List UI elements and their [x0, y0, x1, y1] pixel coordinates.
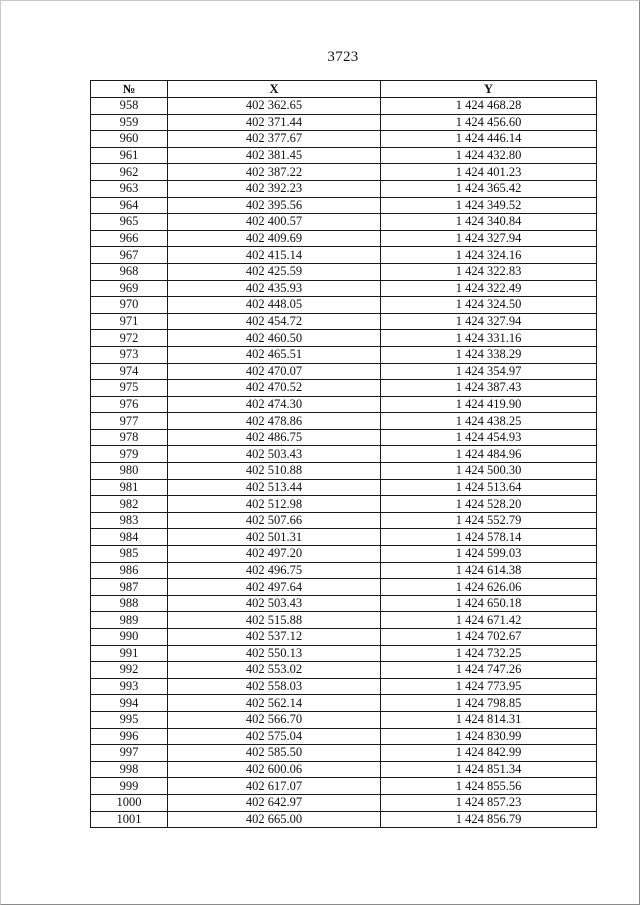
table-row [91, 479, 597, 496]
x-coordinate-cell: 402 575.04 [168, 728, 381, 745]
table-row [91, 463, 597, 480]
x-coordinate-cell: 402 566.70 [168, 711, 381, 728]
x-coordinate-cell: 402 454.72 [168, 313, 381, 330]
coordinates-table [90, 80, 597, 828]
table-row [91, 695, 597, 712]
point-number-cell: 968 [91, 263, 168, 280]
point-number-cell: 999 [91, 778, 168, 795]
point-number-cell: 998 [91, 761, 168, 778]
y-coordinate-cell: 1 424 671.42 [381, 612, 597, 629]
x-coordinate-cell: 402 470.07 [168, 363, 381, 380]
x-coordinate-cell: 402 486.75 [168, 429, 381, 446]
y-coordinate-cell: 1 424 732.25 [381, 645, 597, 662]
y-coordinate-cell: 1 424 327.94 [381, 230, 597, 247]
x-coordinate-cell: 402 600.06 [168, 761, 381, 778]
x-coordinate-cell: 402 497.20 [168, 546, 381, 563]
table-row [91, 645, 597, 662]
table-body [91, 98, 597, 828]
y-coordinate-cell: 1 424 484.96 [381, 446, 597, 463]
y-coordinate-cell: 1 424 855.56 [381, 778, 597, 795]
table-row [91, 98, 597, 115]
y-coordinate-cell: 1 424 468.28 [381, 98, 597, 115]
point-number-cell: 964 [91, 197, 168, 214]
point-number-cell: 972 [91, 330, 168, 347]
x-coordinate-cell: 402 470.52 [168, 380, 381, 397]
table-row [91, 263, 597, 280]
x-coordinate-cell: 402 381.45 [168, 147, 381, 164]
x-coordinate-cell: 402 371.44 [168, 114, 381, 131]
x-coordinate-cell: 402 503.43 [168, 595, 381, 612]
table-row [91, 612, 597, 629]
table-row [91, 147, 597, 164]
page-number: 3723 [327, 49, 359, 65]
table-row [91, 380, 597, 397]
x-coordinate-cell: 402 400.57 [168, 214, 381, 231]
header-number: № [91, 81, 168, 98]
y-coordinate-cell: 1 424 322.83 [381, 263, 597, 280]
point-number-cell: 984 [91, 529, 168, 546]
y-coordinate-cell: 1 424 340.84 [381, 214, 597, 231]
point-number-cell: 971 [91, 313, 168, 330]
table-row [91, 678, 597, 695]
y-coordinate-cell: 1 424 851.34 [381, 761, 597, 778]
y-coordinate-cell: 1 424 626.06 [381, 579, 597, 596]
point-number-cell: 974 [91, 363, 168, 380]
table-row [91, 711, 597, 728]
table-row [91, 778, 597, 795]
x-coordinate-cell: 402 558.03 [168, 678, 381, 695]
point-number-cell: 975 [91, 380, 168, 397]
x-coordinate-cell: 402 537.12 [168, 629, 381, 646]
point-number-cell: 987 [91, 579, 168, 596]
table-row [91, 230, 597, 247]
x-coordinate-cell: 402 474.30 [168, 396, 381, 413]
table-row [91, 811, 597, 828]
y-coordinate-cell: 1 424 773.95 [381, 678, 597, 695]
y-coordinate-cell: 1 424 702.67 [381, 629, 597, 646]
table-row [91, 446, 597, 463]
table-row [91, 512, 597, 529]
point-number-cell: 963 [91, 180, 168, 197]
table-row [91, 346, 597, 363]
point-number-cell: 976 [91, 396, 168, 413]
x-coordinate-cell: 402 585.50 [168, 745, 381, 762]
point-number-cell: 981 [91, 479, 168, 496]
y-coordinate-cell: 1 424 401.23 [381, 164, 597, 181]
y-coordinate-cell: 1 424 747.26 [381, 662, 597, 679]
table-row [91, 396, 597, 413]
y-coordinate-cell: 1 424 365.42 [381, 180, 597, 197]
y-coordinate-cell: 1 424 528.20 [381, 496, 597, 513]
table-row [91, 496, 597, 513]
point-number-cell: 969 [91, 280, 168, 297]
table-row [91, 214, 597, 231]
table-row [91, 313, 597, 330]
table-row [91, 546, 597, 563]
y-coordinate-cell: 1 424 578.14 [381, 529, 597, 546]
point-number-cell: 1000 [91, 794, 168, 811]
point-number-cell: 959 [91, 114, 168, 131]
table-row [91, 579, 597, 596]
x-coordinate-cell: 402 497.64 [168, 579, 381, 596]
table-row [91, 662, 597, 679]
table-row [91, 114, 597, 131]
x-coordinate-cell: 402 515.88 [168, 612, 381, 629]
x-coordinate-cell: 402 377.67 [168, 131, 381, 148]
y-coordinate-cell: 1 424 349.52 [381, 197, 597, 214]
x-coordinate-cell: 402 448.05 [168, 297, 381, 314]
point-number-cell: 991 [91, 645, 168, 662]
x-coordinate-cell: 402 387.22 [168, 164, 381, 181]
x-coordinate-cell: 402 507.66 [168, 512, 381, 529]
y-coordinate-cell: 1 424 446.14 [381, 131, 597, 148]
point-number-cell: 977 [91, 413, 168, 430]
x-coordinate-cell: 402 496.75 [168, 562, 381, 579]
x-coordinate-cell: 402 512.98 [168, 496, 381, 513]
table-row [91, 728, 597, 745]
point-number-cell: 978 [91, 429, 168, 446]
point-number-cell: 958 [91, 98, 168, 115]
y-coordinate-cell: 1 424 438.25 [381, 413, 597, 430]
table-row [91, 280, 597, 297]
x-coordinate-cell: 402 501.31 [168, 529, 381, 546]
table-row [91, 164, 597, 181]
y-coordinate-cell: 1 424 387.43 [381, 380, 597, 397]
x-coordinate-cell: 402 460.50 [168, 330, 381, 347]
y-coordinate-cell: 1 424 599.03 [381, 546, 597, 563]
y-coordinate-cell: 1 424 419.90 [381, 396, 597, 413]
point-number-cell: 966 [91, 230, 168, 247]
point-number-cell: 990 [91, 629, 168, 646]
point-number-cell: 985 [91, 546, 168, 563]
y-coordinate-cell: 1 424 322.49 [381, 280, 597, 297]
x-coordinate-cell: 402 478.86 [168, 413, 381, 430]
table-row [91, 413, 597, 430]
table-row [91, 529, 597, 546]
y-coordinate-cell: 1 424 324.50 [381, 297, 597, 314]
table-row [91, 297, 597, 314]
point-number-cell: 995 [91, 711, 168, 728]
y-coordinate-cell: 1 424 814.31 [381, 711, 597, 728]
point-number-cell: 983 [91, 512, 168, 529]
point-number-cell: 986 [91, 562, 168, 579]
point-number-cell: 988 [91, 595, 168, 612]
y-coordinate-cell: 1 424 552.79 [381, 512, 597, 529]
point-number-cell: 996 [91, 728, 168, 745]
table-row [91, 562, 597, 579]
y-coordinate-cell: 1 424 614.38 [381, 562, 597, 579]
table-row [91, 330, 597, 347]
table-row [91, 745, 597, 762]
point-number-cell: 994 [91, 695, 168, 712]
x-coordinate-cell: 402 562.14 [168, 695, 381, 712]
table-row [91, 363, 597, 380]
x-coordinate-cell: 402 415.14 [168, 247, 381, 264]
y-coordinate-cell: 1 424 798.85 [381, 695, 597, 712]
y-coordinate-cell: 1 424 842.99 [381, 745, 597, 762]
x-coordinate-cell: 402 617.07 [168, 778, 381, 795]
point-number-cell: 993 [91, 678, 168, 695]
point-number-cell: 961 [91, 147, 168, 164]
y-coordinate-cell: 1 424 331.16 [381, 330, 597, 347]
point-number-cell: 982 [91, 496, 168, 513]
table-row [91, 197, 597, 214]
table-row [91, 247, 597, 264]
x-coordinate-cell: 402 665.00 [168, 811, 381, 828]
x-coordinate-cell: 402 503.43 [168, 446, 381, 463]
point-number-cell: 970 [91, 297, 168, 314]
table-row [91, 180, 597, 197]
table-header-row [91, 81, 597, 98]
x-coordinate-cell: 402 513.44 [168, 479, 381, 496]
x-coordinate-cell: 402 465.51 [168, 346, 381, 363]
y-coordinate-cell: 1 424 650.18 [381, 595, 597, 612]
header-x: X [168, 81, 381, 98]
y-coordinate-cell: 1 424 324.16 [381, 247, 597, 264]
y-coordinate-cell: 1 424 354.97 [381, 363, 597, 380]
header-y: Y [381, 81, 597, 98]
x-coordinate-cell: 402 425.59 [168, 263, 381, 280]
x-coordinate-cell: 402 409.69 [168, 230, 381, 247]
point-number-cell: 967 [91, 247, 168, 264]
x-coordinate-cell: 402 510.88 [168, 463, 381, 480]
y-coordinate-cell: 1 424 830.99 [381, 728, 597, 745]
y-coordinate-cell: 1 424 856.79 [381, 811, 597, 828]
x-coordinate-cell: 402 553.02 [168, 662, 381, 679]
table-row [91, 629, 597, 646]
table-row [91, 761, 597, 778]
x-coordinate-cell: 402 550.13 [168, 645, 381, 662]
point-number-cell: 962 [91, 164, 168, 181]
y-coordinate-cell: 1 424 432.80 [381, 147, 597, 164]
point-number-cell: 973 [91, 346, 168, 363]
y-coordinate-cell: 1 424 857.23 [381, 794, 597, 811]
y-coordinate-cell: 1 424 456.60 [381, 114, 597, 131]
point-number-cell: 965 [91, 214, 168, 231]
table-row [91, 131, 597, 148]
y-coordinate-cell: 1 424 338.29 [381, 346, 597, 363]
point-number-cell: 997 [91, 745, 168, 762]
x-coordinate-cell: 402 392.23 [168, 180, 381, 197]
table-row [91, 429, 597, 446]
x-coordinate-cell: 402 362.65 [168, 98, 381, 115]
point-number-cell: 960 [91, 131, 168, 148]
x-coordinate-cell: 402 435.93 [168, 280, 381, 297]
table-row [91, 794, 597, 811]
point-number-cell: 989 [91, 612, 168, 629]
table-row [91, 595, 597, 612]
y-coordinate-cell: 1 424 513.64 [381, 479, 597, 496]
point-number-cell: 980 [91, 463, 168, 480]
x-coordinate-cell: 402 642.97 [168, 794, 381, 811]
y-coordinate-cell: 1 424 454.93 [381, 429, 597, 446]
point-number-cell: 979 [91, 446, 168, 463]
y-coordinate-cell: 1 424 500.30 [381, 463, 597, 480]
point-number-cell: 1001 [91, 811, 168, 828]
y-coordinate-cell: 1 424 327.94 [381, 313, 597, 330]
point-number-cell: 992 [91, 662, 168, 679]
x-coordinate-cell: 402 395.56 [168, 197, 381, 214]
